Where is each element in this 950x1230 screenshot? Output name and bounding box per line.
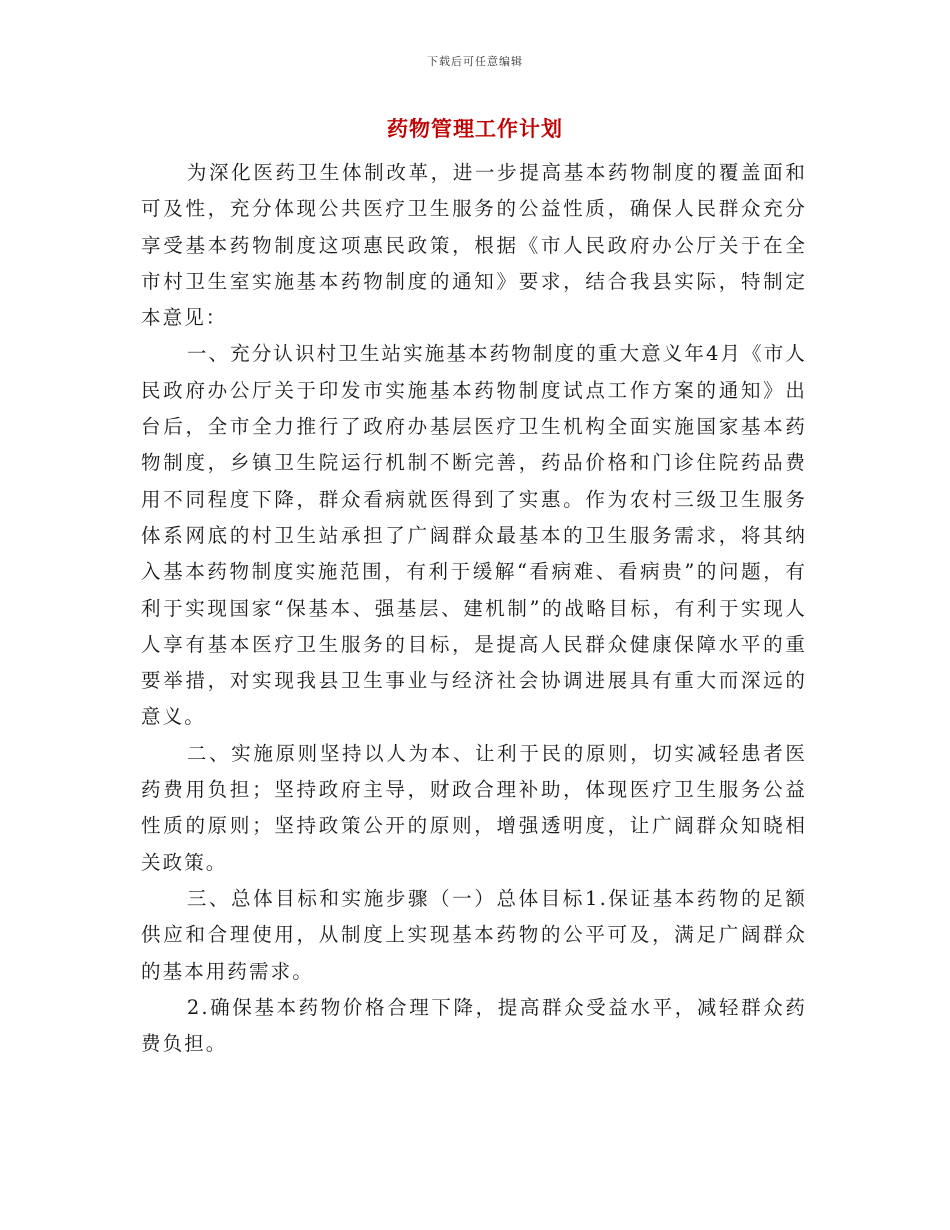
paragraph-intro: 为深化医药卫生体制改革，进一步提高基本药物制度的覆盖面和可及性，充分体现公共医疗卫生服务的公益性质，确保人民群众充分享受基本药物制度这项惠民政策，根据《市人民政府办公厅关于在全市村卫生室实施基本药物制度的通知》要求，结合我县实际，特制定本意见： xyxy=(141,161,807,330)
paragraph-section-3-item-2: 2.确保基本药物价格合理下降，提高群众受益水平，减轻群众药费负担。 xyxy=(141,995,807,1056)
header-note: 下载后可任意编辑 xyxy=(427,55,523,68)
paragraph-section-1: 一、充分认识村卫生站实施基本药物制度的重大意义年4月《市人民政府办公厅关于印发市实施基本药物制度试点工作方案的通知》出台后，全市全力推行了政府办基层医疗卫生机构全面实施国家基本药物制度，乡镇卫生院运行机制不断完善，药品价格和门诊住院药品费用不同程度下降，群众看病就医得到了实惠。作为农村三级卫生服务体系网底的村卫生站承担了广阔群众最基本的卫生服务需求，将其纳入基本药物制度实施范围，有利于缓解“看病难、看病贵”的问题，有利于实现国家“保基本、强基层、建机制”的战略目标，有利于实现人人享有基本医疗卫生服务的目标，是提高人民群众健康保障水平的重要举措，对实现我县卫生事业与经济社会协调进展具有重大而深远的意义。 xyxy=(141,342,807,729)
document-body xyxy=(141,155,807,1062)
paragraph-section-2: 二、实施原则坚持以人为本、让利于民的原则，切实减轻患者医药费用负担；坚持政府主导，财政合理补助，体现医疗卫生服务公益性质的原则；坚持政策公开的原则，增强透明度，让广阔群众知晓相关政策。 xyxy=(141,741,807,874)
document-title: 药物管理工作计划 xyxy=(387,116,563,141)
paragraph-section-3: 三、总体目标和实施步骤（一）总体目标1.保证基本药物的足额供应和合理使用，从制度上实现基本药物的公平可及，满足广阔群众的基本用药需求。 xyxy=(141,886,807,983)
